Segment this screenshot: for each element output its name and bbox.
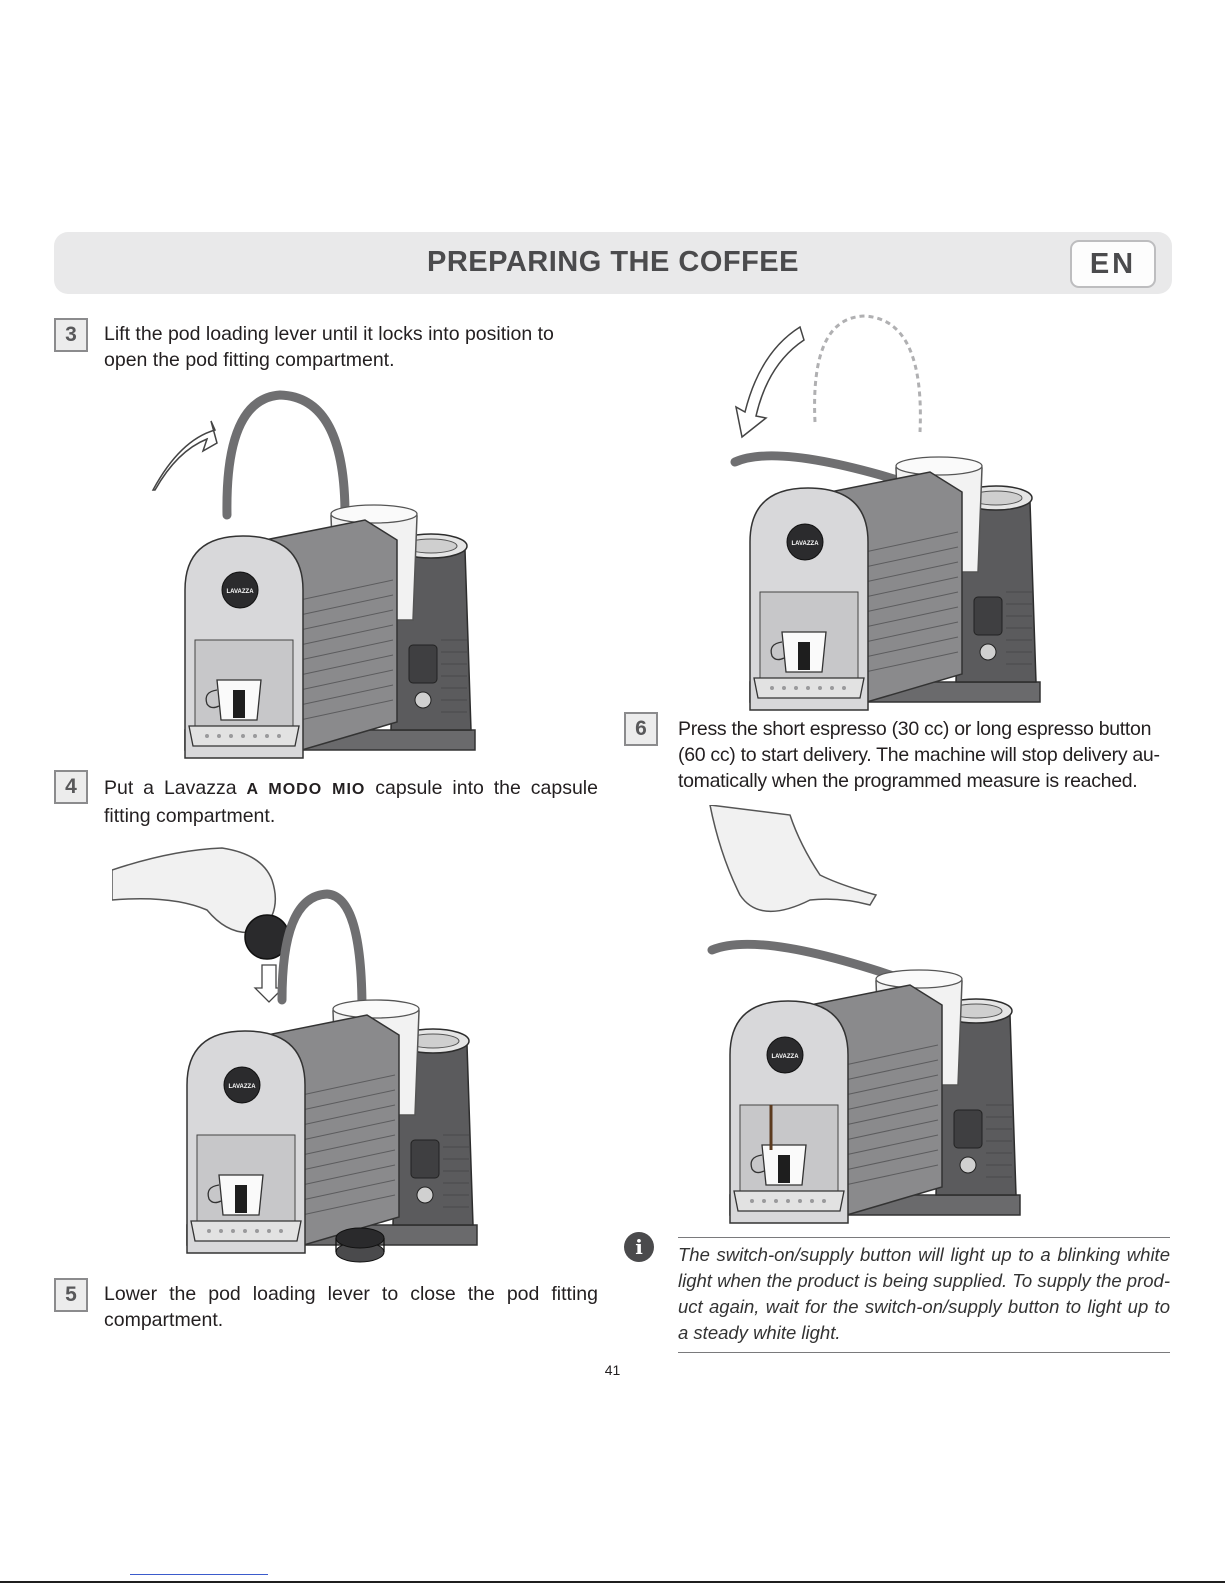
language-badge: EN	[1070, 240, 1156, 288]
step-3-text: Lift the pod loading lever until it locks into position to open the pod fitting compartment.	[104, 323, 554, 371]
illustration-insert-capsule	[112, 840, 512, 1270]
step-number-4: 4	[54, 770, 88, 804]
brand-name: A MODO MIO	[246, 781, 366, 798]
footer-rule	[0, 1581, 1225, 1583]
illustration-lower-lever	[720, 312, 1090, 712]
section-title: PREPARING THE COFFEE	[427, 246, 799, 278]
page-number: 41	[604, 1362, 621, 1378]
step-number-5: 5	[54, 1278, 88, 1312]
step-number-3: 3	[54, 318, 88, 352]
step-4-text	[104, 775, 598, 829]
section-header	[54, 232, 1172, 294]
step-4-text-before: Put a Lavazza	[104, 777, 247, 799]
illustration-press-button	[700, 805, 1080, 1225]
footer-link-underline	[130, 1574, 268, 1575]
step-5-text: Lower the pod loading lever to close the pod fitting compartment.	[104, 1283, 598, 1331]
info-icon: i	[624, 1232, 654, 1262]
illustration-lift-lever	[145, 385, 495, 770]
step-4-text-after: capsule into the capsule fitting compartment.	[104, 777, 598, 827]
step-number-6: 6	[624, 712, 658, 746]
info-note: The switch-on/supply button will light up to a blinking white light when the product is being supplied. To supply the prod-uct again, wait for the switch-on/supply button to light up to a steady white light.	[678, 1237, 1170, 1353]
step-6-text: Press the short espresso (30 cc) or long espresso button (60 cc) to start delivery. The machine will stop delivery au-tomatically when the programmed measure is reached.	[678, 718, 1160, 792]
